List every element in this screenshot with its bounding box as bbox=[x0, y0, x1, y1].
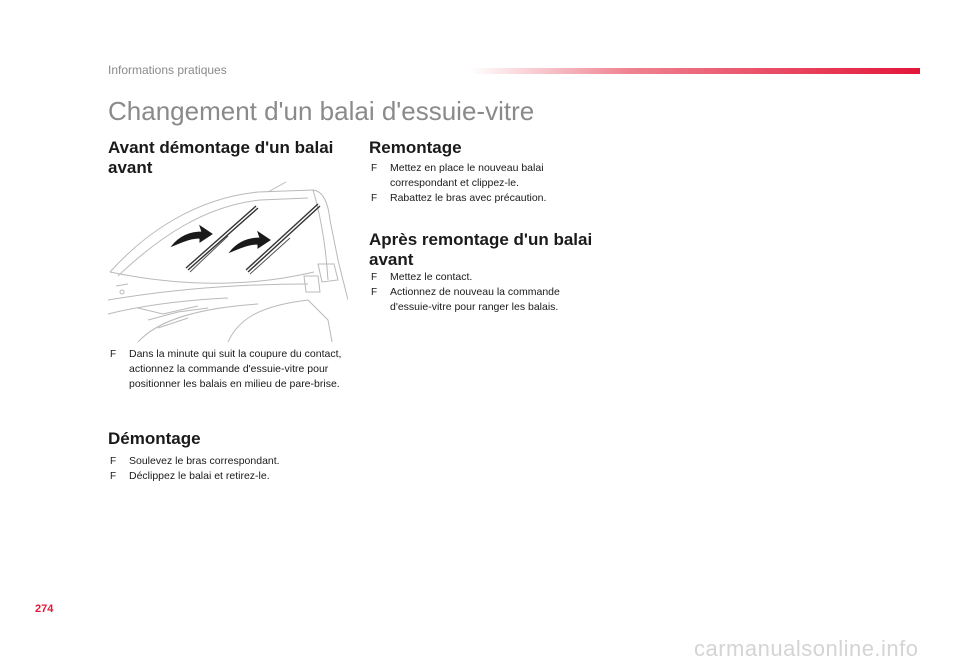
heading-remontage: Remontage bbox=[369, 138, 462, 157]
apres-bullets bbox=[371, 270, 591, 315]
section-label: Informations pratiques bbox=[108, 63, 227, 77]
windshield-wiper-illustration bbox=[108, 180, 348, 342]
list-item: F Soulevez le bras correspondant. bbox=[110, 455, 280, 467]
list-item: F Mettez le contact. bbox=[371, 271, 473, 283]
page-title: Changement d'un balai d'essuie-vitre bbox=[108, 96, 535, 126]
watermark: carmanualsonline.info bbox=[694, 636, 919, 661]
bullet-marker: F bbox=[371, 163, 378, 174]
list-item: F Actionnez de nouveau la commande d'essuie-vitre pour ranger les balais. bbox=[371, 286, 560, 313]
page-number: 274 bbox=[35, 603, 54, 615]
bullet-marker: F bbox=[110, 349, 117, 360]
bullet-marker: F bbox=[371, 287, 378, 298]
list-item: F Déclippez le balai et retirez-le. bbox=[110, 470, 270, 482]
heading-avant-demontage: Avant démontage d'un balai avant bbox=[108, 138, 334, 177]
bullet-marker: F bbox=[371, 193, 378, 204]
avant-bullets bbox=[110, 347, 342, 392]
bullet-marker: F bbox=[110, 471, 117, 482]
list-item: F Mettez en place le nouveau balai correspondant et clippez-le. bbox=[371, 162, 544, 189]
remontage-bullets bbox=[371, 161, 581, 206]
list-item: F Rabattez le bras avec précaution. bbox=[371, 192, 547, 204]
demontage-bullets bbox=[110, 454, 350, 484]
heading-demontage: Démontage bbox=[108, 429, 201, 448]
heading-apres-remontage: Après remontage d'un balai avant bbox=[369, 230, 593, 269]
bullet-marker: F bbox=[110, 456, 117, 467]
header-accent-bar bbox=[470, 68, 920, 74]
bullet-marker: F bbox=[371, 272, 378, 283]
list-item: F Dans la minute qui suit la coupure du contact, actionnez la commande d'essuie-vitre pour positionner les balais en milieu de pare-brise. bbox=[110, 348, 342, 390]
